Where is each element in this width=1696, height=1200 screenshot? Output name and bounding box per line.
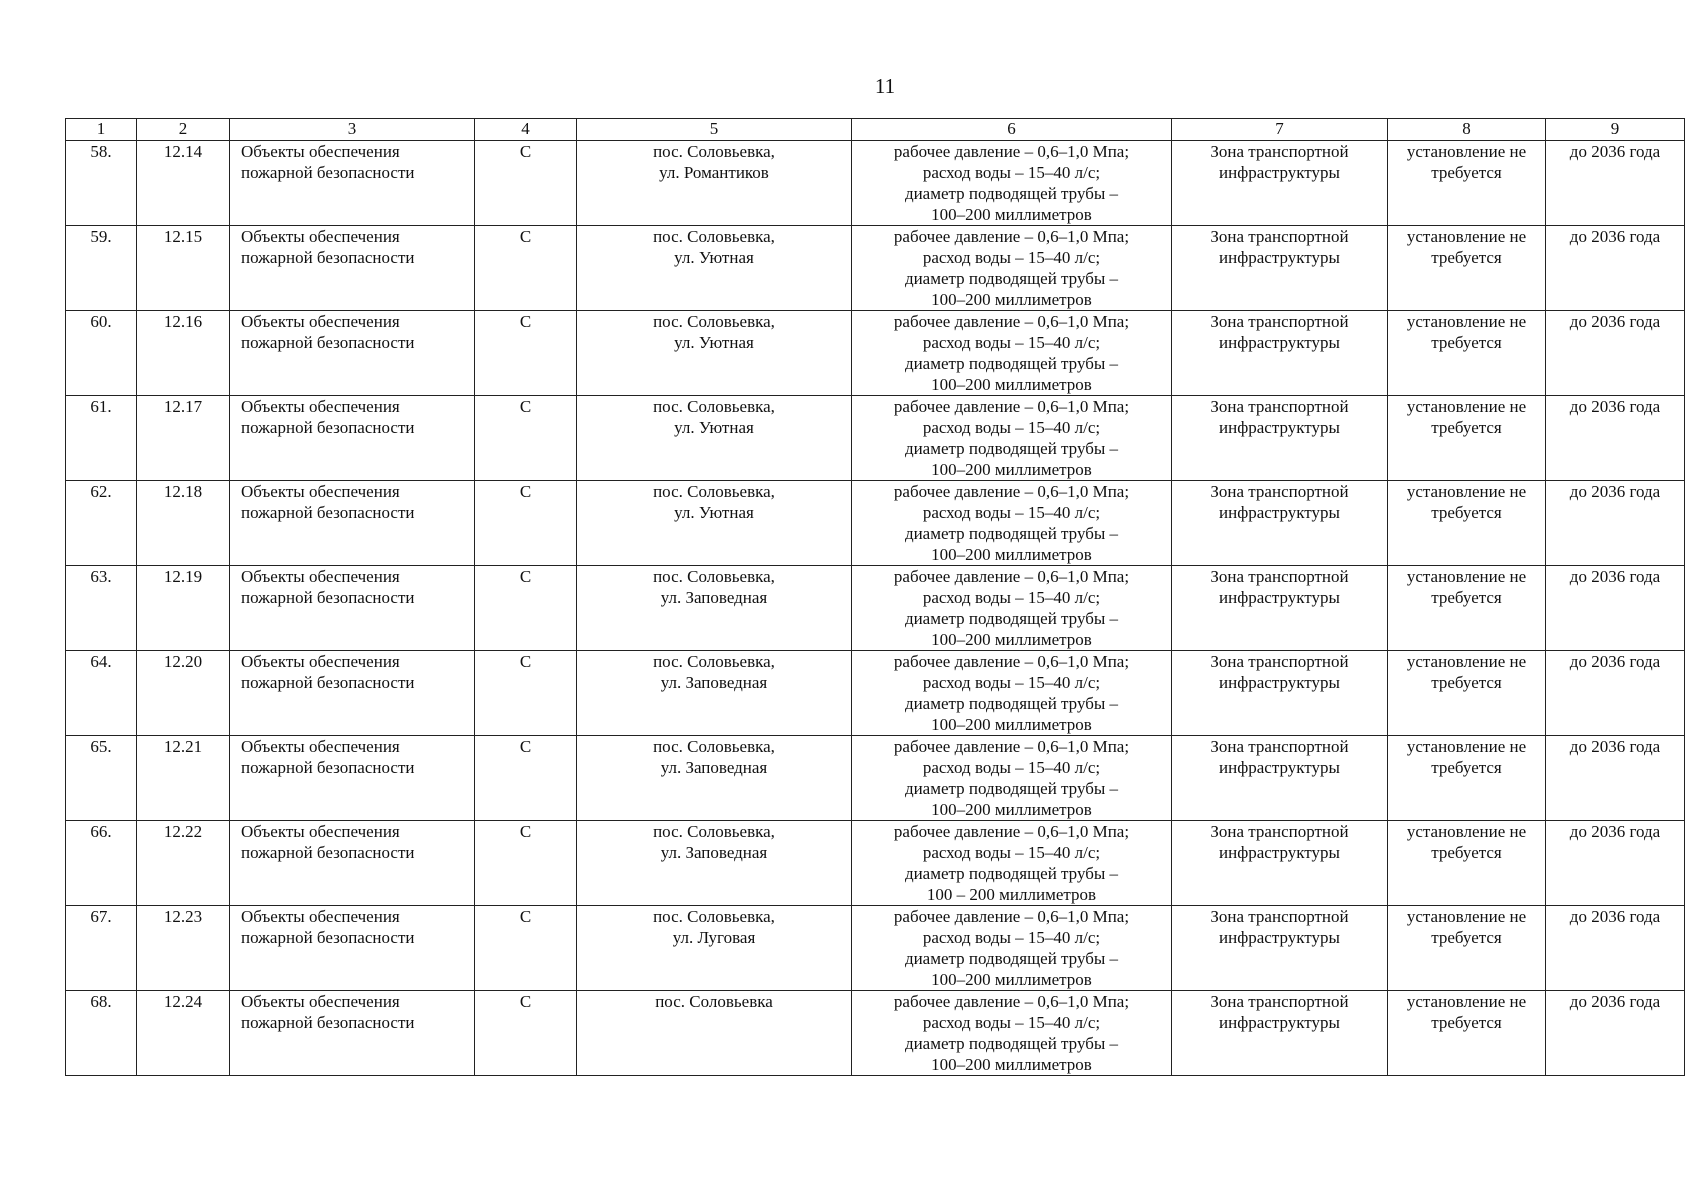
object-parameters-line: 100–200 миллиметров xyxy=(931,970,1092,989)
object-code-cell: 12.24 xyxy=(137,991,230,1076)
object-parameters-line: рабочее давление – 0,6–1,0 Мпа; xyxy=(893,992,1130,1011)
object-parameters-cell xyxy=(852,566,1172,651)
object-name-line: Объекты обеспечения xyxy=(241,397,400,416)
object-name-line: пожарной безопасности xyxy=(241,418,415,437)
functional-zone-cell xyxy=(1172,821,1388,906)
functional-zone-line: инфраструктуры xyxy=(1219,673,1340,692)
functional-zone-line: инфраструктуры xyxy=(1219,843,1340,862)
object-parameters-line: диаметр подводящей трубы – xyxy=(904,439,1119,458)
object-status-cell: С xyxy=(475,991,577,1076)
object-parameters-cell xyxy=(852,396,1172,481)
protection-zone-cell xyxy=(1388,651,1546,736)
object-parameters-cell xyxy=(852,991,1172,1076)
table-header-row xyxy=(66,119,1685,141)
protection-zone-line: требуется xyxy=(1431,163,1502,182)
object-code-cell: 12.17 xyxy=(137,396,230,481)
object-name-line: Объекты обеспечения xyxy=(241,737,400,756)
row-number-cell: 65. xyxy=(66,736,137,821)
object-address-cell xyxy=(577,566,852,651)
row-number-cell: 67. xyxy=(66,906,137,991)
object-name-cell xyxy=(230,141,475,226)
object-code-cell: 12.18 xyxy=(137,481,230,566)
object-address-line: ул. Романтиков xyxy=(659,163,769,182)
implementation-term-cell: до 2036 года xyxy=(1546,226,1685,311)
implementation-term-cell: до 2036 года xyxy=(1546,566,1685,651)
page-number: 11 xyxy=(874,74,896,98)
functional-zone-line: Зона транспортной xyxy=(1210,397,1349,416)
protection-zone-line: требуется xyxy=(1431,673,1502,692)
object-name-cell xyxy=(230,481,475,566)
object-parameters-line: расход воды – 15–40 л/с; xyxy=(922,843,1101,862)
object-name-line: пожарной безопасности xyxy=(241,928,415,947)
implementation-term-cell: до 2036 года xyxy=(1546,481,1685,566)
functional-zone-cell xyxy=(1172,906,1388,991)
functional-zone-line: инфраструктуры xyxy=(1219,418,1340,437)
functional-zone-line: Зона транспортной xyxy=(1210,822,1349,841)
protection-zone-line: требуется xyxy=(1431,248,1502,267)
column-header: 4 xyxy=(475,119,577,141)
protection-zone-cell xyxy=(1388,566,1546,651)
object-name-cell xyxy=(230,651,475,736)
protection-zone-line: требуется xyxy=(1431,843,1502,862)
object-status-cell: С xyxy=(475,311,577,396)
object-parameters-line: расход воды – 15–40 л/с; xyxy=(922,588,1101,607)
object-status-cell: С xyxy=(475,396,577,481)
object-address-cell xyxy=(577,821,852,906)
object-name-line: Объекты обеспечения xyxy=(241,142,400,161)
object-parameters-line: рабочее давление – 0,6–1,0 Мпа; xyxy=(893,652,1130,671)
table-row xyxy=(66,991,1685,1076)
object-address-line: пос. Соловьевка, xyxy=(653,652,775,671)
column-header: 9 xyxy=(1546,119,1685,141)
object-parameters-line: рабочее давление – 0,6–1,0 Мпа; xyxy=(893,737,1130,756)
object-parameters-line: 100 – 200 миллиметров xyxy=(926,885,1097,904)
functional-zone-line: Зона транспортной xyxy=(1210,312,1349,331)
object-status-cell: С xyxy=(475,141,577,226)
object-name-cell xyxy=(230,991,475,1076)
functional-zone-line: Зона транспортной xyxy=(1210,142,1349,161)
object-address-line: ул. Заповедная xyxy=(660,843,768,862)
row-number-cell: 59. xyxy=(66,226,137,311)
functional-zone-line: инфраструктуры xyxy=(1219,928,1340,947)
object-address-line: пос. Соловьевка, xyxy=(653,312,775,331)
protection-zone-cell xyxy=(1388,311,1546,396)
protection-zone-line: установление не xyxy=(1406,907,1527,926)
object-parameters-line: расход воды – 15–40 л/с; xyxy=(922,928,1101,947)
object-parameters-cell xyxy=(852,736,1172,821)
functional-zone-line: инфраструктуры xyxy=(1219,758,1340,777)
functional-zone-cell xyxy=(1172,226,1388,311)
object-name-line: пожарной безопасности xyxy=(241,673,415,692)
object-address-line: пос. Соловьевка, xyxy=(653,142,775,161)
object-code-cell: 12.21 xyxy=(137,736,230,821)
functional-zone-line: инфраструктуры xyxy=(1219,588,1340,607)
object-parameters-line: расход воды – 15–40 л/с; xyxy=(922,163,1101,182)
object-name-line: Объекты обеспечения xyxy=(241,907,400,926)
object-status-cell: С xyxy=(475,566,577,651)
object-name-cell xyxy=(230,906,475,991)
row-number-cell: 66. xyxy=(66,821,137,906)
object-name-line: Объекты обеспечения xyxy=(241,482,400,501)
object-parameters-line: диаметр подводящей трубы – xyxy=(904,269,1119,288)
column-header: 5 xyxy=(577,119,852,141)
object-name-line: пожарной безопасности xyxy=(241,758,415,777)
protection-zone-cell xyxy=(1388,481,1546,566)
protection-zone-line: установление не xyxy=(1406,142,1527,161)
row-number-cell: 63. xyxy=(66,566,137,651)
object-address-cell xyxy=(577,736,852,821)
column-header: 2 xyxy=(137,119,230,141)
functional-zone-cell xyxy=(1172,651,1388,736)
object-parameters-line: 100–200 миллиметров xyxy=(931,630,1092,649)
object-name-cell xyxy=(230,311,475,396)
object-status-cell: С xyxy=(475,906,577,991)
object-code-cell: 12.15 xyxy=(137,226,230,311)
object-parameters-line: 100–200 миллиметров xyxy=(931,715,1092,734)
functional-zone-cell xyxy=(1172,396,1388,481)
object-parameters-cell xyxy=(852,311,1172,396)
protection-zone-line: установление не xyxy=(1406,822,1527,841)
functional-zone-cell xyxy=(1172,736,1388,821)
functional-zone-cell xyxy=(1172,566,1388,651)
protection-zone-cell xyxy=(1388,226,1546,311)
implementation-term-cell: до 2036 года xyxy=(1546,311,1685,396)
object-address-line: ул. Уютная xyxy=(674,333,754,352)
protection-zone-line: требуется xyxy=(1431,418,1502,437)
object-address-line: ул. Заповедная xyxy=(660,758,768,777)
object-name-line: пожарной безопасности xyxy=(241,843,415,862)
row-number-cell: 58. xyxy=(66,141,137,226)
object-parameters-line: диаметр подводящей трубы – xyxy=(904,524,1119,543)
object-parameters-line: диаметр подводящей трубы – xyxy=(904,864,1119,883)
protection-zone-line: установление не xyxy=(1406,397,1527,416)
table-row xyxy=(66,481,1685,566)
object-parameters-cell xyxy=(852,141,1172,226)
object-parameters-line: расход воды – 15–40 л/с; xyxy=(922,248,1101,267)
object-address-line: пос. Соловьевка, xyxy=(653,737,775,756)
row-number-cell: 64. xyxy=(66,651,137,736)
object-parameters-cell xyxy=(852,481,1172,566)
functional-zone-line: Зона транспортной xyxy=(1210,737,1349,756)
object-parameters-line: рабочее давление – 0,6–1,0 Мпа; xyxy=(893,142,1130,161)
table-row xyxy=(66,141,1685,226)
table-row xyxy=(66,311,1685,396)
protection-zone-line: требуется xyxy=(1431,333,1502,352)
implementation-term-cell: до 2036 года xyxy=(1546,651,1685,736)
functional-zone-line: Зона транспортной xyxy=(1210,907,1349,926)
object-address-line: ул. Уютная xyxy=(674,418,754,437)
row-number-cell: 68. xyxy=(66,991,137,1076)
object-code-cell: 12.19 xyxy=(137,566,230,651)
object-status-cell: С xyxy=(475,736,577,821)
object-name-cell xyxy=(230,226,475,311)
object-address-line: пос. Соловьевка, xyxy=(653,822,775,841)
column-header: 3 xyxy=(230,119,475,141)
functional-zone-cell xyxy=(1172,141,1388,226)
implementation-term-cell: до 2036 года xyxy=(1546,736,1685,821)
table-row xyxy=(66,396,1685,481)
object-name-line: Объекты обеспечения xyxy=(241,227,400,246)
protection-zone-line: установление не xyxy=(1406,737,1527,756)
object-name-cell xyxy=(230,821,475,906)
object-parameters-line: 100–200 миллиметров xyxy=(931,205,1092,224)
column-header: 6 xyxy=(852,119,1172,141)
object-address-cell xyxy=(577,906,852,991)
object-address-cell xyxy=(577,141,852,226)
protection-zone-cell xyxy=(1388,906,1546,991)
row-number-cell: 61. xyxy=(66,396,137,481)
object-parameters-line: расход воды – 15–40 л/с; xyxy=(922,333,1101,352)
object-parameters-line: расход воды – 15–40 л/с; xyxy=(922,503,1101,522)
functional-zone-line: инфраструктуры xyxy=(1219,248,1340,267)
functional-zone-line: Зона транспортной xyxy=(1210,567,1349,586)
protection-zone-cell xyxy=(1388,736,1546,821)
protection-zone-line: требуется xyxy=(1431,1013,1502,1032)
object-address-line: пос. Соловьевка, xyxy=(653,482,775,501)
object-code-cell: 12.23 xyxy=(137,906,230,991)
object-address-cell xyxy=(577,311,852,396)
object-parameters-line: рабочее давление – 0,6–1,0 Мпа; xyxy=(893,397,1130,416)
object-parameters-line: диаметр подводящей трубы – xyxy=(904,184,1119,203)
functional-zone-line: инфраструктуры xyxy=(1219,503,1340,522)
functional-zone-line: Зона транспортной xyxy=(1210,992,1349,1011)
object-name-line: пожарной безопасности xyxy=(241,588,415,607)
object-parameters-line: расход воды – 15–40 л/с; xyxy=(922,758,1101,777)
object-parameters-line: расход воды – 15–40 л/с; xyxy=(922,673,1101,692)
implementation-term-cell: до 2036 года xyxy=(1546,991,1685,1076)
object-address-line: пос. Соловьевка, xyxy=(653,227,775,246)
object-name-line: Объекты обеспечения xyxy=(241,567,400,586)
object-code-cell: 12.22 xyxy=(137,821,230,906)
protection-zone-line: установление не xyxy=(1406,482,1527,501)
functional-zone-cell xyxy=(1172,991,1388,1076)
object-name-line: Объекты обеспечения xyxy=(241,822,400,841)
table-body xyxy=(66,141,1685,1076)
column-header: 8 xyxy=(1388,119,1546,141)
object-parameters-line: рабочее давление – 0,6–1,0 Мпа; xyxy=(893,312,1130,331)
object-parameters-line: диаметр подводящей трубы – xyxy=(904,694,1119,713)
object-parameters-cell xyxy=(852,906,1172,991)
protection-zone-line: установление не xyxy=(1406,567,1527,586)
functional-zone-line: инфраструктуры xyxy=(1219,1013,1340,1032)
object-parameters-line: 100–200 миллиметров xyxy=(931,1055,1092,1074)
object-name-cell xyxy=(230,736,475,821)
object-name-line: пожарной безопасности xyxy=(241,248,415,267)
functional-zone-cell xyxy=(1172,311,1388,396)
object-parameters-line: диаметр подводящей трубы – xyxy=(904,609,1119,628)
table-row xyxy=(66,906,1685,991)
functional-zone-line: Зона транспортной xyxy=(1210,227,1349,246)
object-name-line: пожарной безопасности xyxy=(241,1013,415,1032)
table-row xyxy=(66,566,1685,651)
table-row xyxy=(66,821,1685,906)
object-status-cell: С xyxy=(475,821,577,906)
object-name-cell xyxy=(230,396,475,481)
object-address-line: пос. Соловьевка, xyxy=(653,567,775,586)
object-code-cell: 12.20 xyxy=(137,651,230,736)
object-name-cell xyxy=(230,566,475,651)
object-address-cell xyxy=(577,226,852,311)
column-header: 1 xyxy=(66,119,137,141)
object-parameters-line: рабочее давление – 0,6–1,0 Мпа; xyxy=(893,227,1130,246)
objects-table xyxy=(65,118,1685,1076)
implementation-term-cell: до 2036 года xyxy=(1546,821,1685,906)
table-row xyxy=(66,736,1685,821)
object-status-cell: С xyxy=(475,651,577,736)
object-name-line: пожарной безопасности xyxy=(241,163,415,182)
object-address-line: ул. Уютная xyxy=(674,503,754,522)
object-parameters-line: диаметр подводящей трубы – xyxy=(904,1034,1119,1053)
object-parameters-cell xyxy=(852,821,1172,906)
column-header: 7 xyxy=(1172,119,1388,141)
object-parameters-line: диаметр подводящей трубы – xyxy=(904,949,1119,968)
implementation-term-cell: до 2036 года xyxy=(1546,906,1685,991)
table-row xyxy=(66,651,1685,736)
functional-zone-line: Зона транспортной xyxy=(1210,652,1349,671)
object-status-cell: С xyxy=(475,481,577,566)
protection-zone-line: установление не xyxy=(1406,652,1527,671)
protection-zone-line: установление не xyxy=(1406,992,1527,1011)
object-parameters-cell xyxy=(852,651,1172,736)
functional-zone-cell xyxy=(1172,481,1388,566)
object-parameters-line: 100–200 миллиметров xyxy=(931,375,1092,394)
protection-zone-line: требуется xyxy=(1431,758,1502,777)
object-address-cell xyxy=(577,991,852,1076)
object-address-line: пос. Соловьевка, xyxy=(653,397,775,416)
object-parameters-line: 100–200 миллиметров xyxy=(931,545,1092,564)
object-parameters-line: 100–200 миллиметров xyxy=(931,290,1092,309)
protection-zone-line: установление не xyxy=(1406,227,1527,246)
object-parameters-line: расход воды – 15–40 л/с; xyxy=(922,418,1101,437)
object-parameters-line: рабочее давление – 0,6–1,0 Мпа; xyxy=(893,567,1130,586)
object-parameters-line: диаметр подводящей трубы – xyxy=(904,354,1119,373)
protection-zone-line: требуется xyxy=(1431,588,1502,607)
protection-zone-cell xyxy=(1388,821,1546,906)
object-code-cell: 12.14 xyxy=(137,141,230,226)
object-parameters-line: рабочее давление – 0,6–1,0 Мпа; xyxy=(893,907,1130,926)
object-parameters-line: рабочее давление – 0,6–1,0 Мпа; xyxy=(893,482,1130,501)
object-address-cell xyxy=(577,396,852,481)
object-parameters-line: рабочее давление – 0,6–1,0 Мпа; xyxy=(893,822,1130,841)
protection-zone-cell xyxy=(1388,991,1546,1076)
object-name-line: пожарной безопасности xyxy=(241,333,415,352)
object-parameters-line: расход воды – 15–40 л/с; xyxy=(922,1013,1101,1032)
row-number-cell: 60. xyxy=(66,311,137,396)
object-parameters-line: 100–200 миллиметров xyxy=(931,460,1092,479)
protection-zone-line: требуется xyxy=(1431,503,1502,522)
object-address-line: ул. Уютная xyxy=(674,248,754,267)
object-address-line: пос. Соловьевка xyxy=(655,992,773,1011)
functional-zone-line: инфраструктуры xyxy=(1219,333,1340,352)
object-address-cell xyxy=(577,651,852,736)
object-name-line: Объекты обеспечения xyxy=(241,312,400,331)
protection-zone-line: требуется xyxy=(1431,928,1502,947)
protection-zone-cell xyxy=(1388,396,1546,481)
object-name-line: Объекты обеспечения xyxy=(241,652,400,671)
implementation-term-cell: до 2036 года xyxy=(1546,396,1685,481)
object-parameters-cell xyxy=(852,226,1172,311)
functional-zone-line: инфраструктуры xyxy=(1219,163,1340,182)
table-row xyxy=(66,226,1685,311)
functional-zone-line: Зона транспортной xyxy=(1210,482,1349,501)
object-parameters-line: диаметр подводящей трубы – xyxy=(904,779,1119,798)
object-address-line: пос. Соловьевка, xyxy=(653,907,775,926)
object-address-cell xyxy=(577,481,852,566)
object-status-cell: С xyxy=(475,226,577,311)
object-address-line: ул. Луговая xyxy=(672,928,756,947)
object-name-line: пожарной безопасности xyxy=(241,503,415,522)
object-code-cell: 12.16 xyxy=(137,311,230,396)
object-name-line: Объекты обеспечения xyxy=(241,992,400,1011)
protection-zone-line: установление не xyxy=(1406,312,1527,331)
object-address-line: ул. Заповедная xyxy=(660,588,768,607)
object-address-line: ул. Заповедная xyxy=(660,673,768,692)
row-number-cell: 62. xyxy=(66,481,137,566)
protection-zone-cell xyxy=(1388,141,1546,226)
implementation-term-cell: до 2036 года xyxy=(1546,141,1685,226)
object-parameters-line: 100–200 миллиметров xyxy=(931,800,1092,819)
